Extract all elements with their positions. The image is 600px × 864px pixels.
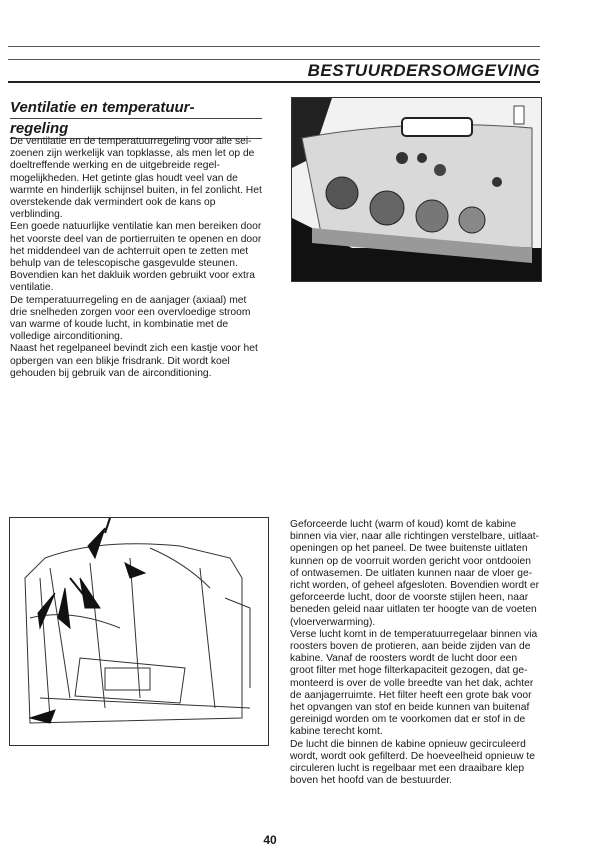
page-number: 40 xyxy=(263,833,277,847)
section-title xyxy=(10,98,262,139)
page-header-title: BESTUURDERSOMGEVING xyxy=(307,61,540,80)
section-title-line1: Ventilatie en temperatuur- xyxy=(10,98,262,119)
paragraph: Naast het regelpaneel bevindt zich een kastje voor het opbergen van een blikje frisdrank. Dit wordt koel gehouden bij gebruik van de airconditioning. xyxy=(10,343,258,379)
paragraph: Verse lucht komt in de temperatuurregelaar binnen via roosters boven de protieren, aan beide zijden van de kabine. Vanaf de roosters wordt de lucht door een groot filter met hoge filterkapaciteit gezogen, dat ge-monteerd is over de volle breedte van het dak, achter de aanjagerruimte. Het filter heeft een grote bak voor het opvangen van stof en beide kunnen van buitenaf gereinigd worden om te voorkomen dat er stof in de kabine terecht komt. xyxy=(290,628,538,738)
cab-airflow-illustration xyxy=(10,518,268,745)
dashboard-vents-image xyxy=(292,98,541,281)
dashboard-photo xyxy=(291,97,542,282)
cab-airflow-drawing xyxy=(9,517,269,746)
paragraph: De lucht die binnen de kabine opnieuw gecirculeerd wordt, wordt ook gefilterd. De hoeveelheid opnieuw te circuleren lucht is regelbaar met een draaibare klep boven het hoofd van de bestuurder. xyxy=(290,738,535,787)
section-title-line2: regeling xyxy=(10,119,262,139)
right-column-text xyxy=(290,519,542,787)
paragraph: De ventilatie en de temperatuurregeling voor alle sei-zoenen zijn werkelijk van topklasse, als men let op de doeltreffende werking en de uitgebreide regel-mogelijkheden. Het getinte glas houdt veel van de warmte en hinderlijk schijnsel buiten, in fel zonlicht. Het overstekende dak vermindert ook de kans op verblinding. xyxy=(10,136,262,221)
header-rule-bottom xyxy=(8,81,540,83)
header-rule-top xyxy=(8,46,540,47)
paragraph: De temperatuurregeling en de aanjager (axiaal) met drie snelheden zorgen voor een overvloedige stroom van warme of koude lucht, in kombinatie met de volledige airconditioning. xyxy=(10,294,251,343)
paragraph: Geforceerde lucht (warm of koud) komt de kabine binnen via vier, naar alle richtingen verstelbare, uitlaat-openingen op het paneel. De twee buitenste uitlaten kunnen op de voorruit worden gericht voor ontdooien of ontwasemen. De uitlaten kunnen naar de vloer ge-richt worden, of geheel afgesloten. Bovendien wordt er geforceerde lucht, door de voorste stijlen heen, naar beneden geleid naar uitlaten ter hoogte van de voeten (vloerverwarming). xyxy=(290,519,539,628)
header-rule-middle xyxy=(8,59,540,60)
paragraph: Een goede natuurlijke ventilatie kan men bereiken door het voorste deel van de portierruiten te openen en door het middendeel van de achterruit open te zetten met behulp van de telescopische gasgevulde steunen. Bovendien kan het dakluik worden gebruikt voor extra ventilatie. xyxy=(10,221,262,294)
left-column-text xyxy=(10,136,266,380)
